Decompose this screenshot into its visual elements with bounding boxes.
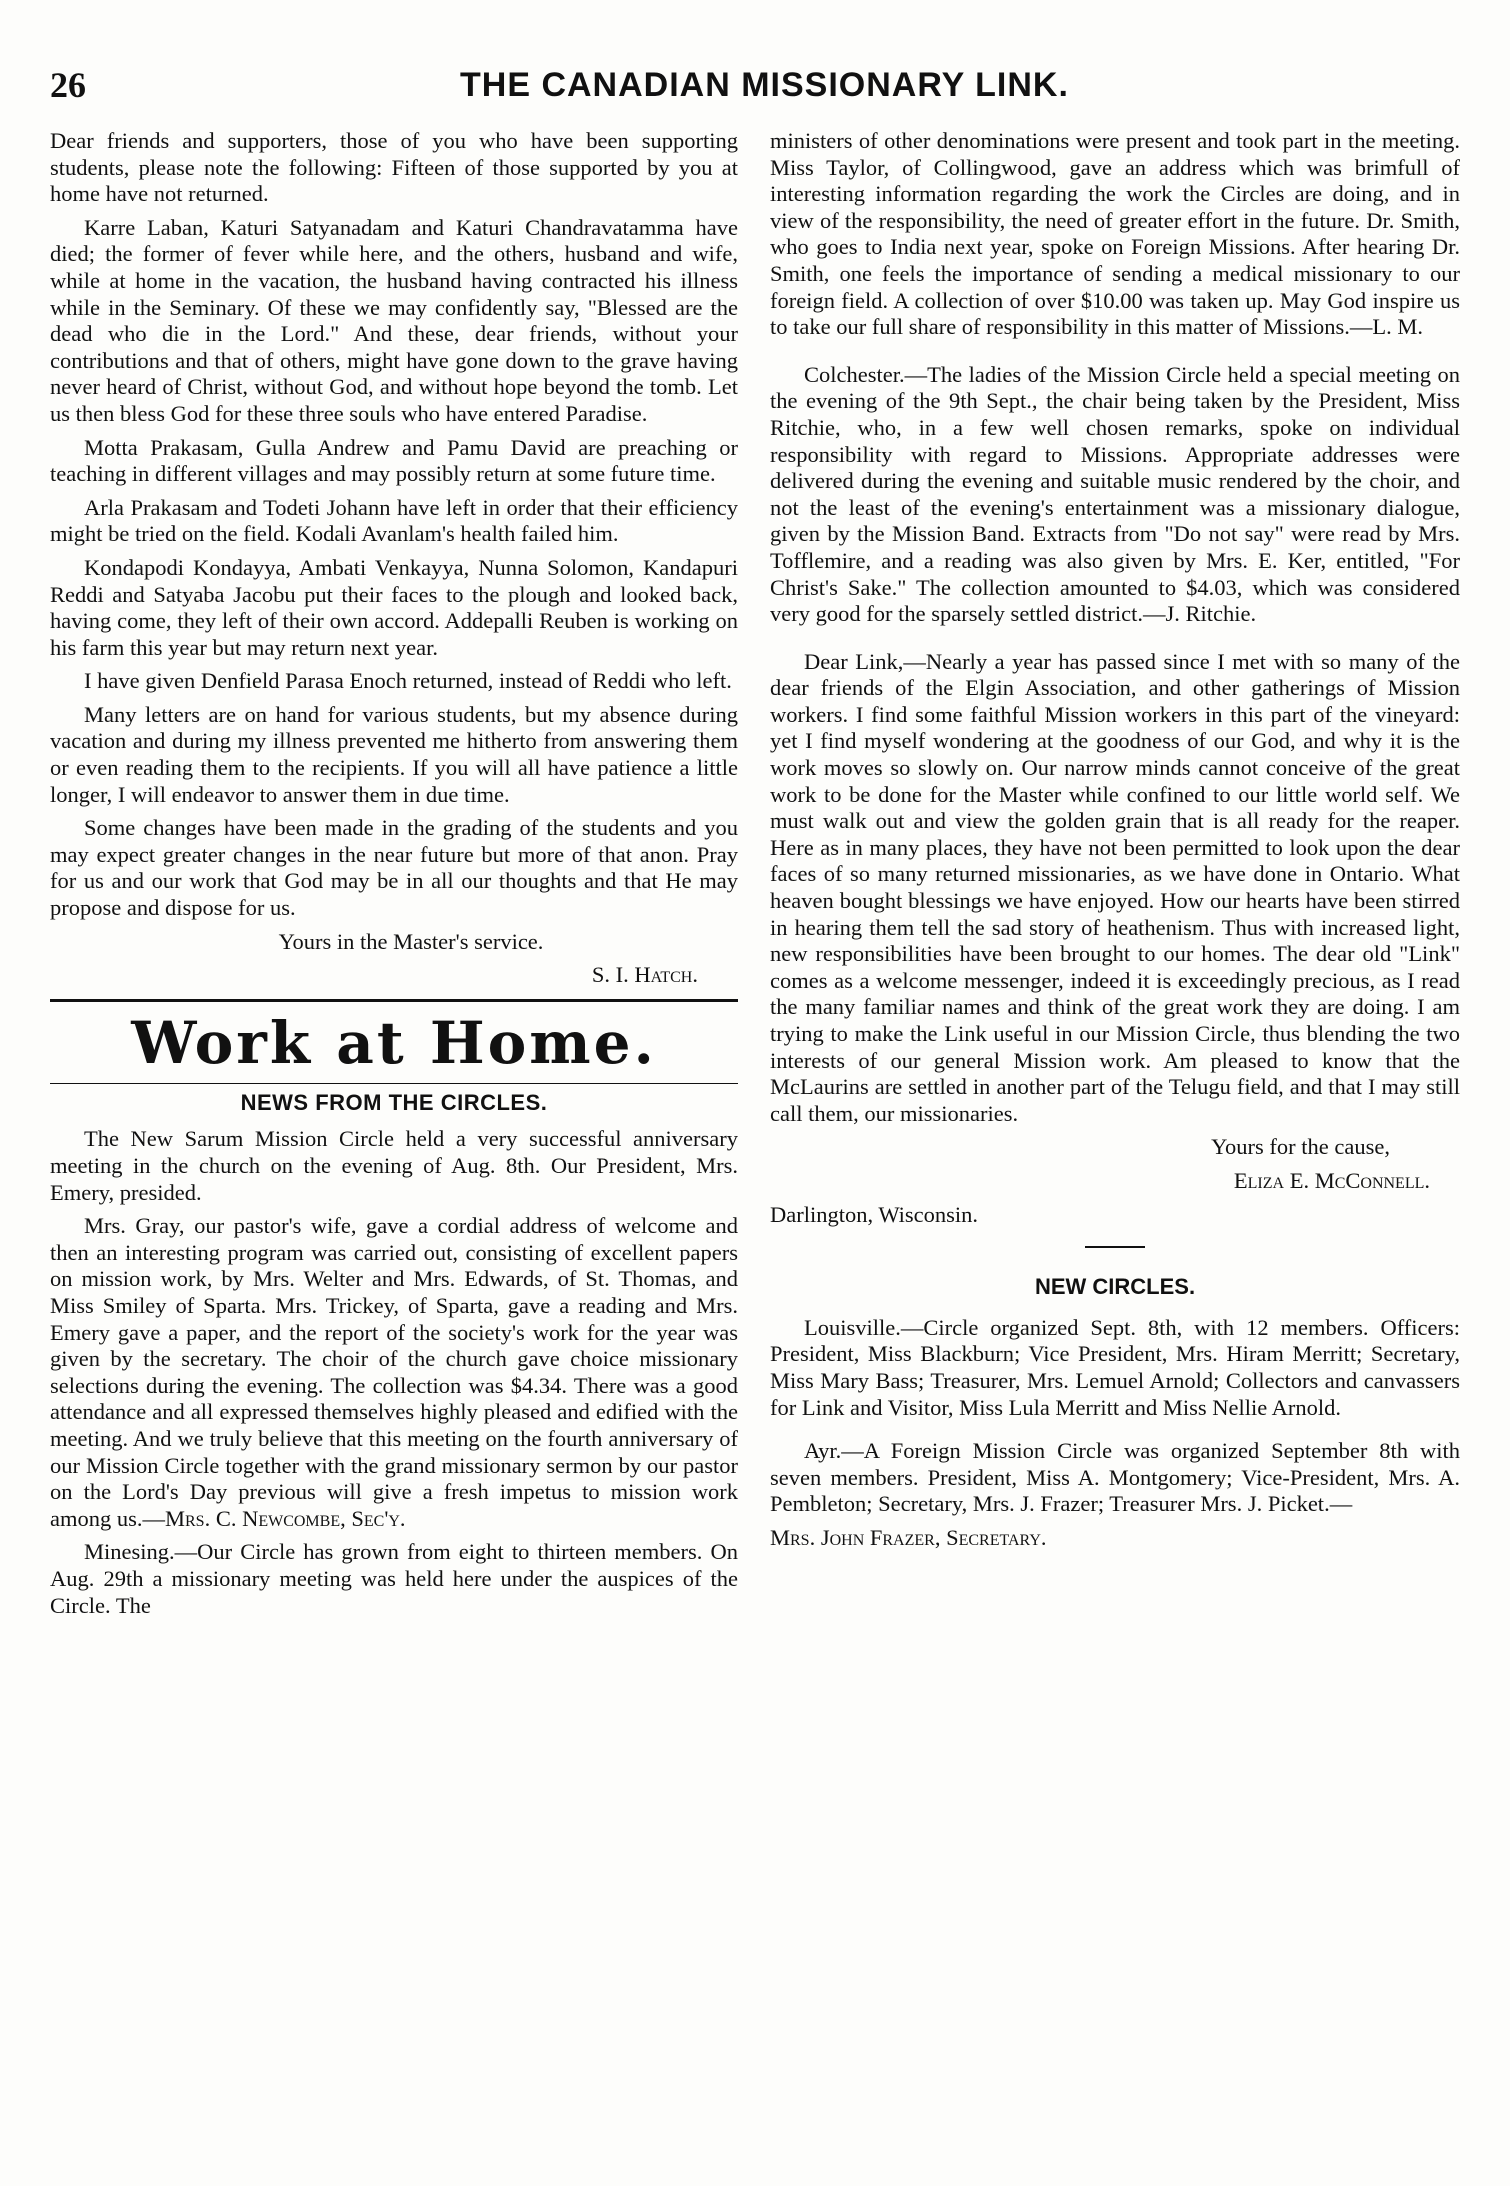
masthead-title: THE CANADIAN MISSIONARY LINK.	[460, 66, 1069, 104]
article-paragraph: Arla Prakasam and Todeti Johann have left in order that their efficiency might be tried on the field. Kodali Avanlam's health failed him.	[50, 494, 738, 547]
letter-signature: S. I. Hatch.	[591, 962, 698, 988]
article-paragraph: Colchester.—The ladies of the Mission Circle held a special meeting on the evening of the 9th Sept., the chair being taken by the President, Miss Ritchie, who, in a few well chosen remarks, spoke on individual responsibility with regard to Missions. Appropriate addresses were delivered during the evening and suitable music rendered by the choir, and not the least of the evening's entertainment was a missionary dialogue, given by the Mission Band. Extracts from "Do not say" were read by Mrs. Tofflemire, and a reading was also given by Mrs. E. Ker, entitled, "For Christ's Sake." The collection amounted to $4.03, which was considered very good for the sparsely settled district.—J. Ritchie.	[770, 361, 1460, 627]
section-title: Work at Home.	[131, 1008, 657, 1077]
circle-report: The New Sarum Mission Circle held a very successful anniversary meeting in the church on the evening of Aug. 8th. Our President, Mrs. Emery, presided.	[50, 1126, 738, 1205]
article-paragraph: Motta Prakasam, Gulla Andrew and Pamu David are preaching or teaching in different villages and may possibly return at some future time.	[50, 434, 738, 487]
article-paragraph: Many letters are on hand for various students, but my absence during vacation and during my illness prevented me hitherto from answering them or even reading them to the recipients. If you will all have patience a little longer, I will endeavor to answer them in due time.	[50, 701, 738, 807]
right-column	[770, 128, 1460, 1559]
letter-place: Darlington, Wisconsin.	[770, 1201, 979, 1227]
article-paragraph: ministers of other denominations were present and took part in the meeting. Miss Taylor, of Collingwood, gave an address which was brimfull of interesting information regarding the work the Circles are doing, and in view of the responsibility, the need of greater effort in the future. Dr. Smith, who goes to India next year, spoke on Foreign Missions. After hearing Dr. Smith, one feels the importance of sending a medical missionary to our foreign field. A collection of over $10.00 was taken up. May God inspire us to take our full share of responsibility in this matter of Missions.—L. M.	[770, 128, 1460, 340]
report-signature: —Mrs. C. Newcombe, Sec'y.	[142, 1505, 406, 1531]
circle-report	[50, 1213, 738, 1532]
article-paragraph: Karre Laban, Katuri Satyanadam and Katuri Chandravatamma have died; the former of fever while here, and the others, husband and wife, while at home in the vacation, the husband having contracted his illness while in the Seminary. Of these we may confidently say, "Blessed are the dead who die in the Lord." And these, dear friends, without your contributions and that of others, might have gone down to the grave having never heard of Christ, without God, and without hope beyond the tomb. Let us then bless God for these three souls who have entered Paradise.	[50, 214, 738, 426]
section-rule-thin	[50, 1083, 738, 1084]
short-divider	[1085, 1246, 1145, 1248]
left-column	[50, 128, 738, 1626]
new-circle-entry: Louisville.—Circle organized Sept. 8th, with 12 members. Officers: President, Miss Blackburn; Vice President, Mrs. Hiram Merritt; Secretary, Miss Mary Bass; Treasurer, Mrs. Lemuel Arnold; Collectors and canvassers for Link and Visitor, Miss Lula Merritt and Miss Nellie Arnold.	[770, 1314, 1460, 1420]
letter-signature: Eliza E. McConnell.	[1233, 1167, 1430, 1193]
circle-report-text: Mrs. Gray, our pastor's wife, gave a cordial address of welcome and then an interesting program was carried out, consisting of excellent papers on mission work, by Mrs. Welter and Mrs. Edwards, of St. Thomas, and Miss Smiley of Sparta. Mrs. Trickey, of Sparta, gave a reading and Mrs. Emery gave a paper, and the report of the society's work for the year was given by the secretary. The choir of the church gave choice missionary selections during the evening. The collection was $4.34. There was a good attendance and all expressed themselves highly pleased and edified with the meeting. And we truly believe that this meeting on the fourth anniversary of our Mission Circle together with the grand missionary sermon by our pastor on the Lord's Day previous will give a fresh impetus to mission work among us.	[50, 1213, 738, 1531]
section-rule	[50, 999, 738, 1002]
letter-closing: Yours for the cause,	[1211, 1134, 1390, 1160]
page-header	[50, 64, 1450, 120]
article-paragraph: Dear friends and supporters, those of you who have been supporting students, please note the following: Fifteen of those supported by you at home have not returned.	[50, 128, 738, 207]
article-paragraph: Some changes have been made in the grading of the students and you may expect greater changes in the near future but more of that anon. Pray for us and our work that God may be in all our thoughts and that He may propose and dispose for us.	[50, 815, 738, 921]
report-signature: Mrs. John Frazer, Secretary.	[770, 1524, 1047, 1550]
new-circles-heading: NEW CIRCLES.	[1034, 1274, 1196, 1300]
article-paragraph: Kondapodi Kondayya, Ambati Venkayya, Nunna Solomon, Kandapuri Reddi and Satyaba Jacobu put their faces to the plough and looked back, having come, they left of their own accord. Addepalli Reuben is working on his farm this year but may return next year.	[50, 554, 738, 660]
news-subheading: NEWS FROM THE CIRCLES.	[240, 1089, 548, 1115]
article-paragraph: Dear Link,—Nearly a year has passed since I met with so many of the dear friends of the Elgin Association, and other gatherings of Mission workers. I find some faithful Mission workers in this part of the vineyard: yet I find myself wondering at the goodness of our God, and why it is the work moves so slowly on. Our narrow minds cannot conceive of the great work to be done for the Master while confined to our little world self. We must walk out and view the golden grain that is all ready for the reaper. Here as in many places, they have not been permitted to look upon the dear faces of so many returned missionaries, as we have done in Ontario. What heaven bought blessings we have enjoyed. How our hearts have been stirred in hearing them tell the sad story of heathenism. Thus with increased light, new responsibilities have been brought to our homes. The dear old "Link" comes as a welcome messenger, indeed it is exceedingly precious, as I read the many familiar names and think of the great work they are doing. I am trying to make the Link useful in our Mission Circle, thus blending the two interests of our general Mission work. Am pleased to know that the McLaurins are settled in another part of the Telugu field, and that I may still call them, our missionaries.	[770, 648, 1460, 1126]
new-circle-entry: Ayr.—A Foreign Mission Circle was organized September 8th with seven members. President, Miss A. Montgomery; Vice-President, Mrs. A. Pembleton; Secretary, Mrs. J. Frazer; Treasurer Mrs. J. Picket.—	[770, 1438, 1460, 1517]
page-number: 26	[50, 65, 86, 105]
article-paragraph: I have given Denfield Parasa Enoch returned, instead of Reddi who left.	[84, 668, 732, 694]
circle-report: Minesing.—Our Circle has grown from eight to thirteen members. On Aug. 29th a missionary meeting was held here under the auspices of the Circle. The	[50, 1539, 738, 1618]
letter-closing: Yours in the Master's service.	[278, 928, 544, 954]
